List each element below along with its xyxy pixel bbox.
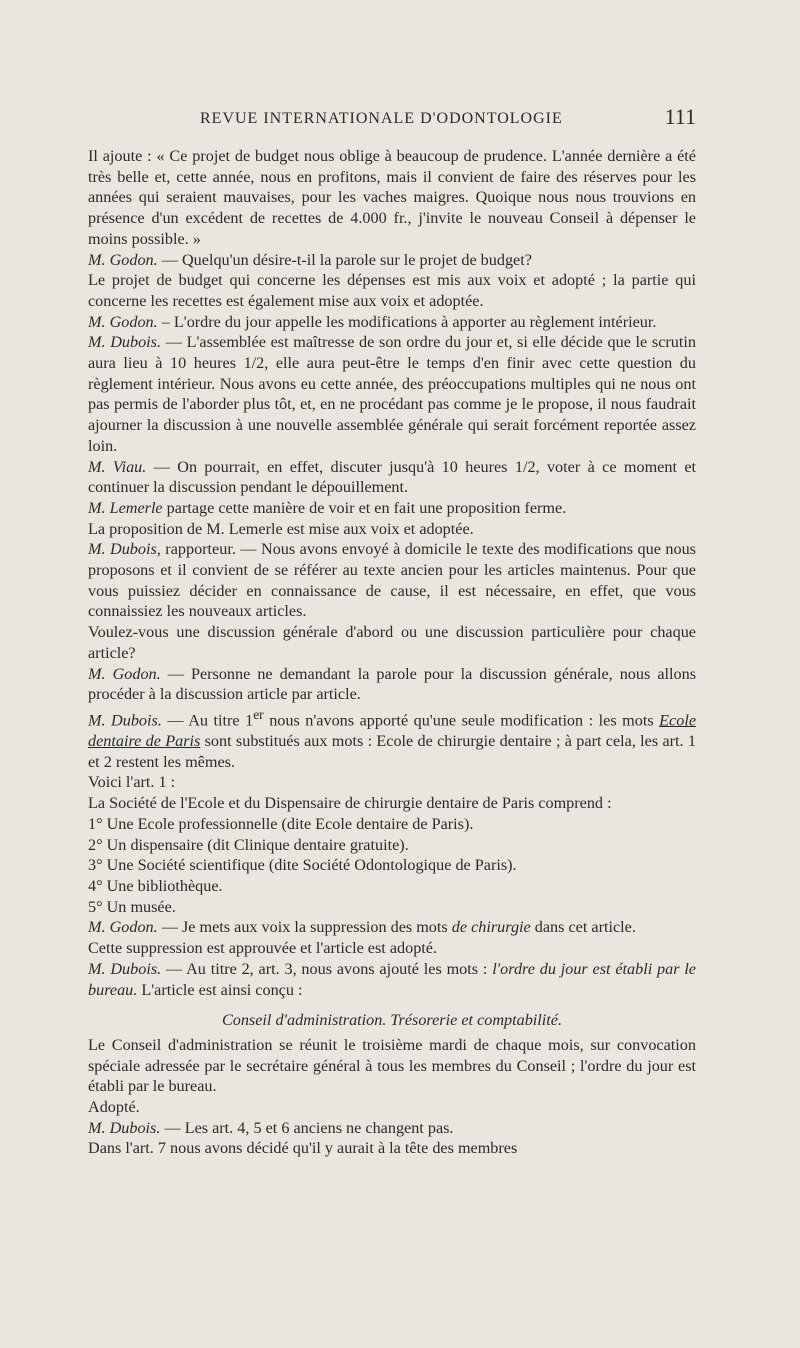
paragraph: Dans l'art. 7 nous avons décidé qu'il y aurait à la tête des membres <box>88 1139 518 1158</box>
paragraph: M. Lemerle partage cette manière de voir et en fait une proposition ferme. <box>88 498 567 517</box>
paragraph: La proposition de M. Lemerle est mise aux voix et adoptée. <box>88 519 474 538</box>
running-title: REVUE INTERNATIONALE D'ODONTOLOGIE <box>200 110 563 127</box>
section-heading: Conseil d'administration. Trésorerie et comptabilité. <box>221 1011 563 1030</box>
paragraph: La Société de l'Ecole et du Dispensaire de chirurgie dentaire de Paris comprend : <box>88 794 612 813</box>
list-item: 5° Un musée. <box>88 897 176 916</box>
paragraph: M. Dubois. — Les art. 4, 5 et 6 anciens ne changent pas. <box>88 1118 454 1137</box>
page-number: 111 <box>664 104 696 129</box>
paragraph: M. Viau. — On pourrait, en effet, discuter jusqu'à 10 heures 1/2, voter à ce moment et continuer la discussion pendant le dépouillement. <box>88 457 697 497</box>
paragraph: M. Godon. — Personne ne demandant la parole pour la discussion générale, nous allons procéder à la discussion article par article. <box>88 664 696 704</box>
paragraph: M. Dubois. — Au titre 1er nous n'avons apporté qu'une seule modification : les mots Ecole dentaire de Paris sont substitués aux mots : Ecole de chirurgie dentaire ; à part cela, les art. 1 et 2 restent les mêmes. <box>88 706 697 771</box>
paragraph: M. Dubois. — L'assemblée est maîtresse de son ordre du jour et, si elle décide que le scrutin aura lieu à 10 heures 1/2, elle aura peut-être le temps d'en finir avec cette question du règlement intérieur. Nous avons eu cette année, des préoccupations multiples qui ne nous ont pas permis de l'aborder plus tôt, et, en ne procédant pas comme je le propose, il nous faudrait ajourner la discussion à une nouvelle assemblée générale qui serait forcément reportée assez loin. <box>88 333 696 455</box>
paragraph: Voulez-vous une discussion générale d'abord ou une discussion particulière pour chaque article? <box>88 623 696 662</box>
list-item: 4° Une bibliothèque. <box>88 877 223 895</box>
paragraph: M. Dubois. — Au titre 2, art. 3, nous avons ajouté les mots : l'ordre du jour est établi par le bureau. L'article est ainsi conçu : <box>88 959 696 999</box>
paragraph: Il ajoute : « Ce projet de budget nous oblige à beaucoup de prudence. L'année dernière a été très belle et, cette année, nous en profitons, mais il convient de faire des réserves pour les années qui seraient mauvaises, pour les vaches maigres. Quoique nous nous trouvions en présence d'un excédent de recettes de 4.000 fr., j'invite le nouveau Conseil à dépenser le moins possible. » <box>88 147 696 248</box>
paragraph: M. Dubois, rapporteur. — Nous avons envoyé à domicile le texte des modifications que nous proposons et il convient de se référer au texte ancien pour les articles maintenus. Pour que vous puissiez décider en connaissance de cause, il est nécessaire, en effet, que vous connaissiez les nouveaux articles. <box>88 540 696 621</box>
body-text <box>88 146 696 1159</box>
paragraph: Adopté. <box>88 1098 140 1117</box>
paragraph: M. Godon. — Je mets aux voix la suppression des mots de chirurgie dans cet article. <box>88 918 636 937</box>
paragraph: Le Conseil d'administration se réunit le troisième mardi de chaque mois, sur convocation spéciale adressée par le secrétaire général à tous les membres du Conseil ; l'ordre du jour est établi par le bureau. <box>88 1035 696 1096</box>
paragraph: Cette suppression est approuvée et l'article est adopté. <box>88 939 438 958</box>
running-header <box>88 104 700 134</box>
list-item: 2° Un dispensaire (dit Clinique dentaire gratuite). <box>88 835 409 854</box>
list-item: 1° Une Ecole professionnelle (dite Ecole dentaire de Paris). <box>88 814 474 833</box>
paragraph: Voici l'art. 1 : <box>88 773 176 792</box>
paragraph: M. Godon. — Quelqu'un désire-t-il la parole sur le projet de budget? <box>88 250 532 269</box>
list-item: 3° Une Société scientifique (dite Société Odontologique de Paris). <box>88 856 517 875</box>
paragraph: M. Godon. – L'ordre du jour appelle les modifications à apporter au règlement intérieur. <box>88 312 657 331</box>
paragraph: Le projet de budget qui concerne les dépenses est mis aux voix et adopté ; la partie qui concerne les recettes est également mise aux voix et adoptée. <box>88 271 696 310</box>
